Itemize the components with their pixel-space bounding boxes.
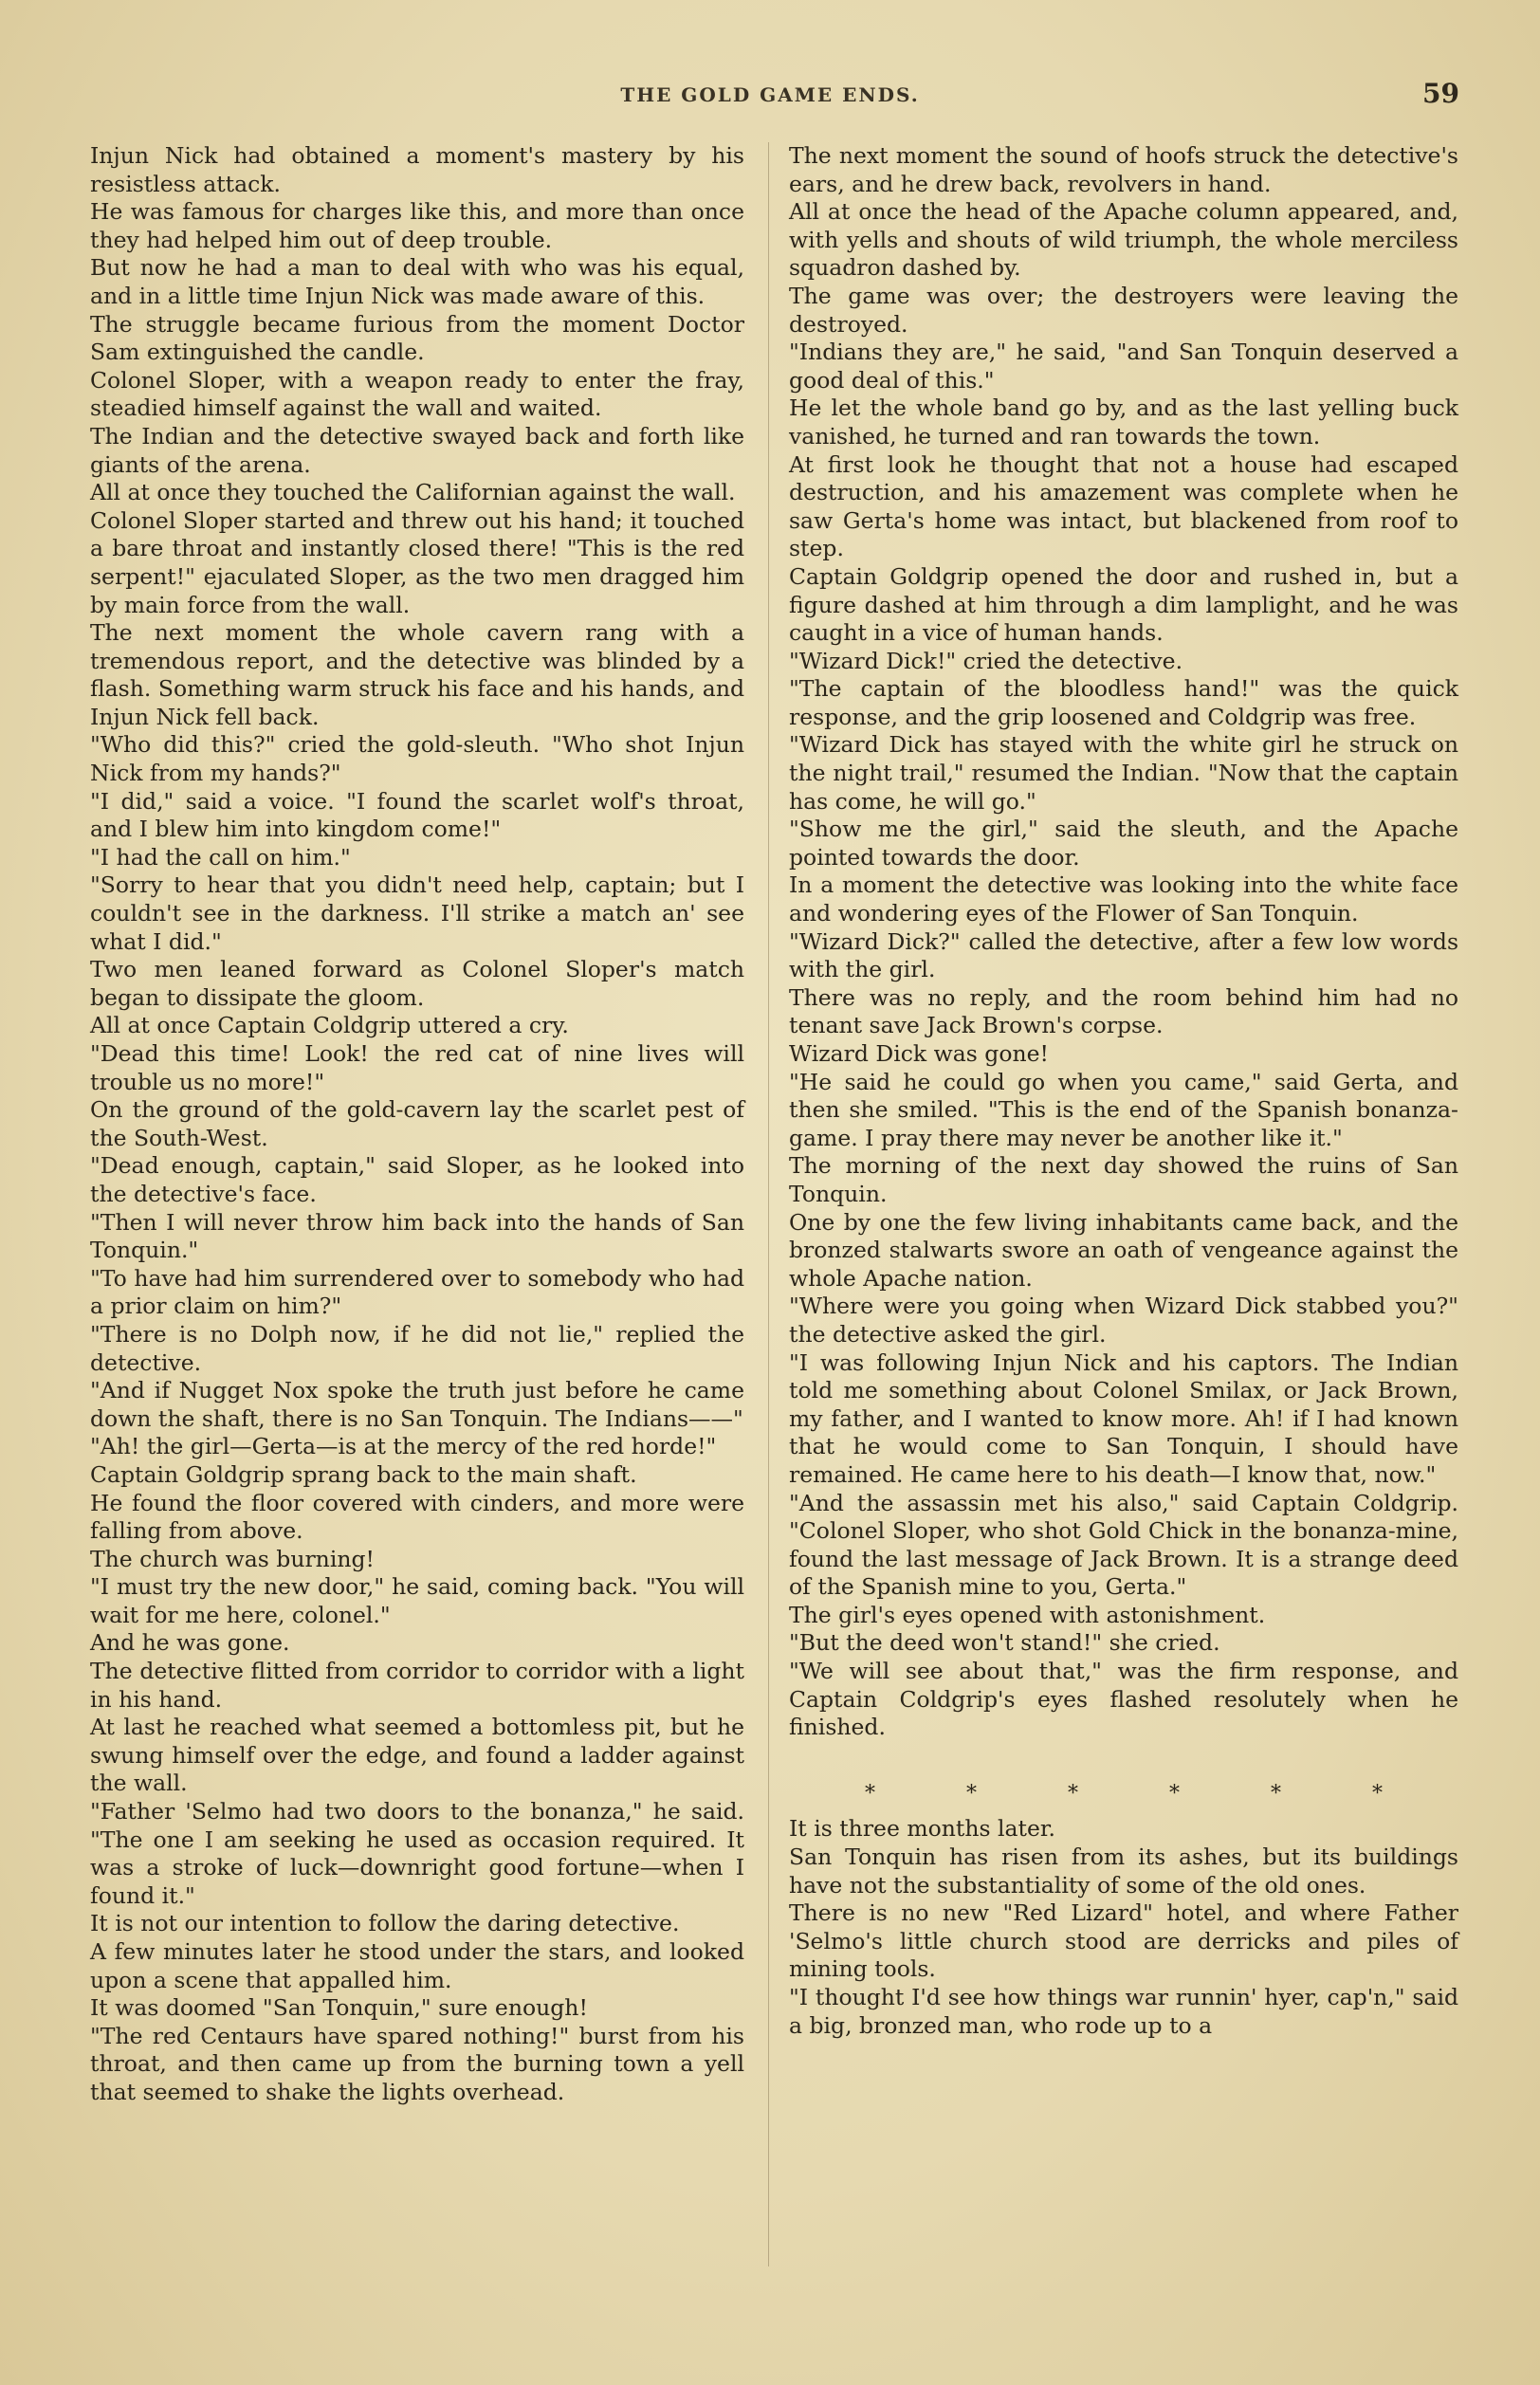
paragraph: "To have had him surrendered over to somebody who had a prior claim on him?" xyxy=(90,1264,744,1320)
paragraph: "Who did this?" cried the gold-sleuth. "Who shot Injun Nick from my hands?" xyxy=(90,731,744,787)
column-divider xyxy=(768,142,769,2266)
paragraph: "Indians they are," he said, "and San Tonquin deserved a good deal of this." xyxy=(789,339,1458,394)
paragraph: "We will see about that," was the firm response, and Captain Coldgrip's eyes flashed resolutely when he finished. xyxy=(789,1658,1458,1741)
paragraph: Colonel Sloper started and threw out his hand; it touched a bare throat and instantly closed there! "This is the red serpent!" ejaculated Sloper, as the two men dragged him by main force from the wall. xyxy=(90,506,744,618)
paragraph: "I must try the new door," he said, coming back. "You will wait for me here, colonel." xyxy=(90,1573,744,1628)
paragraph: All at once they touched the Californian against the wall. xyxy=(90,479,736,506)
paragraph: "And the assassin met his also," said Captain Coldgrip. "Colonel Sloper, who shot Gold Chick in the bonanza-mine, found the last message of Jack Brown. It is a strange deed of the Spanish mine to you, Gerta." xyxy=(789,1489,1458,1601)
paragraph: "Dead enough, captain," said Sloper, as he looked into the detective's face. xyxy=(90,1152,744,1207)
paragraph: And he was gone. xyxy=(90,1629,290,1657)
section-star: * xyxy=(1372,1781,1383,1806)
paragraph: Injun Nick had obtained a moment's mastery by his resistless attack. xyxy=(90,142,744,197)
paragraph: He found the floor covered with cinders, and more were falling from above. xyxy=(90,1489,744,1545)
paragraph: "The red Centaurs have spared nothing!" burst from his throat, and then came up from the burning town a yell that seemed to shake the lights overhead. xyxy=(90,2022,744,2105)
paragraph: All at once Captain Coldgrip uttered a cry. xyxy=(90,1012,569,1039)
paragraph: At last he reached what seemed a bottomless pit, but he swung himself over the edge, and found a ladder against the wall. xyxy=(90,1714,744,1797)
paragraph: A few minutes later he stood under the stars, and looked upon a scene that appalled him. xyxy=(90,1938,744,1993)
paragraph: Two men leaned forward as Colonel Sloper's match began to dissipate the gloom. xyxy=(90,956,744,1011)
page-header xyxy=(0,78,1540,116)
paragraph: "Father 'Selmo had two doors to the bonanza," he said. "The one I am seeking he used as occasion required. It was a stroke of luck—downright good fortune—when I found it." xyxy=(90,1798,744,1909)
paragraph: He let the whole band go by, and as the last yelling buck vanished, he turned and ran towards the town. xyxy=(789,394,1458,449)
paragraph: Captain Goldgrip opened the door and rushed in, but a figure dashed at him through a dim lamplight, and he was caught in a vice of human hands. xyxy=(789,562,1458,647)
paragraph: "Sorry to hear that you didn't need help, captain; but I couldn't see in the darkness. I'll strike a match an' see what I did." xyxy=(90,871,744,955)
paragraph: It was doomed "San Tonquin," sure enough! xyxy=(90,1994,588,2022)
left-column xyxy=(90,142,744,2107)
paragraph: "Ah! the girl—Gerta—is at the mercy of the red horde!" xyxy=(90,1433,717,1460)
paragraph: It is three months later. xyxy=(789,1815,1056,1843)
section-star: * xyxy=(966,1781,977,1806)
paragraph: But now he had a man to deal with who was his equal, and in a little time Injun Nick was made aware of this. xyxy=(90,254,744,309)
paragraph: All at once the head of the Apache column appeared, and, with yells and shouts of wild triumph, the whole merciless squadron dashed by. xyxy=(789,198,1458,282)
paragraph: The detective flitted from corridor to corridor with a light in his hand. xyxy=(90,1658,744,1713)
paragraph: The next moment the whole cavern rang with a tremendous report, and the detective was blinded by a flash. Something warm struck his face and his hands, and Injun Nick fell back. xyxy=(90,619,744,730)
paragraph: In a moment the detective was looking into the white face and wondering eyes of the Flower of San Tonquin. xyxy=(789,871,1458,927)
paragraph: The girl's eyes opened with astonishment. xyxy=(789,1601,1266,1628)
paragraph: Captain Goldgrip sprang back to the main shaft. xyxy=(90,1460,637,1488)
paragraph: "There is no Dolph now, if he did not lie," replied the detective. xyxy=(90,1320,744,1376)
paragraph: The struggle became furious from the moment Doctor Sam extinguished the candle. xyxy=(90,310,744,366)
paragraph: "Dead this time! Look! the red cat of nine lives will trouble us no more!" xyxy=(90,1040,744,1095)
paragraph: "Wizard Dick has stayed with the white girl he struck on the night trail," resumed the Indian. "Now that the captain has come, he will go." xyxy=(789,731,1458,815)
paragraph: "Show me the girl," said the sleuth, and the Apache pointed towards the door. xyxy=(789,816,1458,871)
paragraph: "I was following Injun Nick and his captors. The Indian told me something about Colonel Smilax, or Jack Brown, my father, and I wanted to know more. Ah! if I had known that he would come to San Tonquin, I should have remained. He came here to his death—I know that, now." xyxy=(789,1348,1458,1488)
paragraph: San Tonquin has risen from its ashes, but its buildings have not the substantiality of some of the old ones. xyxy=(789,1844,1458,1899)
section-break xyxy=(789,1780,1458,1808)
paragraph: "Wizard Dick!" cried the detective. xyxy=(789,647,1183,674)
right-column-top xyxy=(789,142,1458,1742)
paragraph: The church was burning! xyxy=(90,1545,375,1572)
right-column xyxy=(789,142,1458,2040)
paragraph: "The captain of the bloodless hand!" was the quick response, and the grip loosened and Coldgrip was free. xyxy=(789,675,1458,730)
running-head: THE GOLD GAME ENDS. xyxy=(620,83,920,106)
right-column-bottom xyxy=(789,1815,1458,2040)
paragraph: "I thought I'd see how things war runnin' hyer, cap'n," said a big, bronzed man, who rode up to a xyxy=(789,1984,1458,2039)
section-star: * xyxy=(1271,1781,1281,1806)
paragraph: The Indian and the detective swayed back and forth like giants of the arena. xyxy=(90,422,744,478)
paragraph: The game was over; the destroyers were leaving the destroyed. xyxy=(789,282,1458,338)
section-star: * xyxy=(1169,1781,1180,1806)
paragraph: Colonel Sloper, with a weapon ready to enter the fray, steadied himself against the wall and waited. xyxy=(90,366,744,422)
paragraph: It is not our intention to follow the daring detective. xyxy=(90,1910,680,1937)
paragraph: "I did," said a voice. "I found the scarlet wolf's throat, and I blew him into kingdom come!" xyxy=(90,787,744,843)
paragraph: "I had the call on him." xyxy=(90,843,351,871)
paragraph: "And if Nugget Nox spoke the truth just before he came down the shaft, there is no San Tonquin. The Indians——" xyxy=(90,1377,744,1432)
paragraph: On the ground of the gold-cavern lay the scarlet pest of the South-West. xyxy=(90,1096,744,1151)
page-number: 59 xyxy=(1422,78,1459,109)
paragraph: At first look he thought that not a house had escaped destruction, and his amazement was complete when he saw Gerta's home was intact, but blackened from roof to step. xyxy=(789,450,1458,562)
paragraph: The morning of the next day showed the ruins of San Tonquin. xyxy=(789,1152,1458,1207)
paragraph: There is no new "Red Lizard" hotel, and where Father 'Selmo's little church stood are derricks and piles of mining tools. xyxy=(789,1899,1458,1983)
paragraph: He was famous for charges like this, and more than once they had helped him out of deep trouble. xyxy=(90,198,744,253)
paragraph: "Then I will never throw him back into the hands of San Tonquin." xyxy=(90,1208,744,1264)
paragraph: "But the deed won't stand!" she cried. xyxy=(789,1629,1220,1657)
paragraph: There was no reply, and the room behind him had no tenant save Jack Brown's corpse. xyxy=(789,983,1458,1039)
paragraph: Wizard Dick was gone! xyxy=(789,1040,1049,1067)
paragraph: "Where were you going when Wizard Dick stabbed you?" the detective asked the girl. xyxy=(789,1293,1458,1348)
paragraph: "Wizard Dick?" called the detective, after a few low words with the girl. xyxy=(789,927,1458,983)
paragraph: The next moment the sound of hoofs struck the detective's ears, and he drew back, revolvers in hand. xyxy=(789,142,1458,197)
section-star: * xyxy=(865,1781,875,1806)
paragraph: One by one the few living inhabitants came back, and the bronzed stalwarts swore an oath of vengeance against the whole Apache nation. xyxy=(789,1208,1458,1292)
section-star: * xyxy=(1068,1781,1078,1806)
paragraph: "He said he could go when you came," said Gerta, and then she smiled. "This is the end of the Spanish bonanza-game. I pray there may never be another like it." xyxy=(789,1068,1458,1151)
